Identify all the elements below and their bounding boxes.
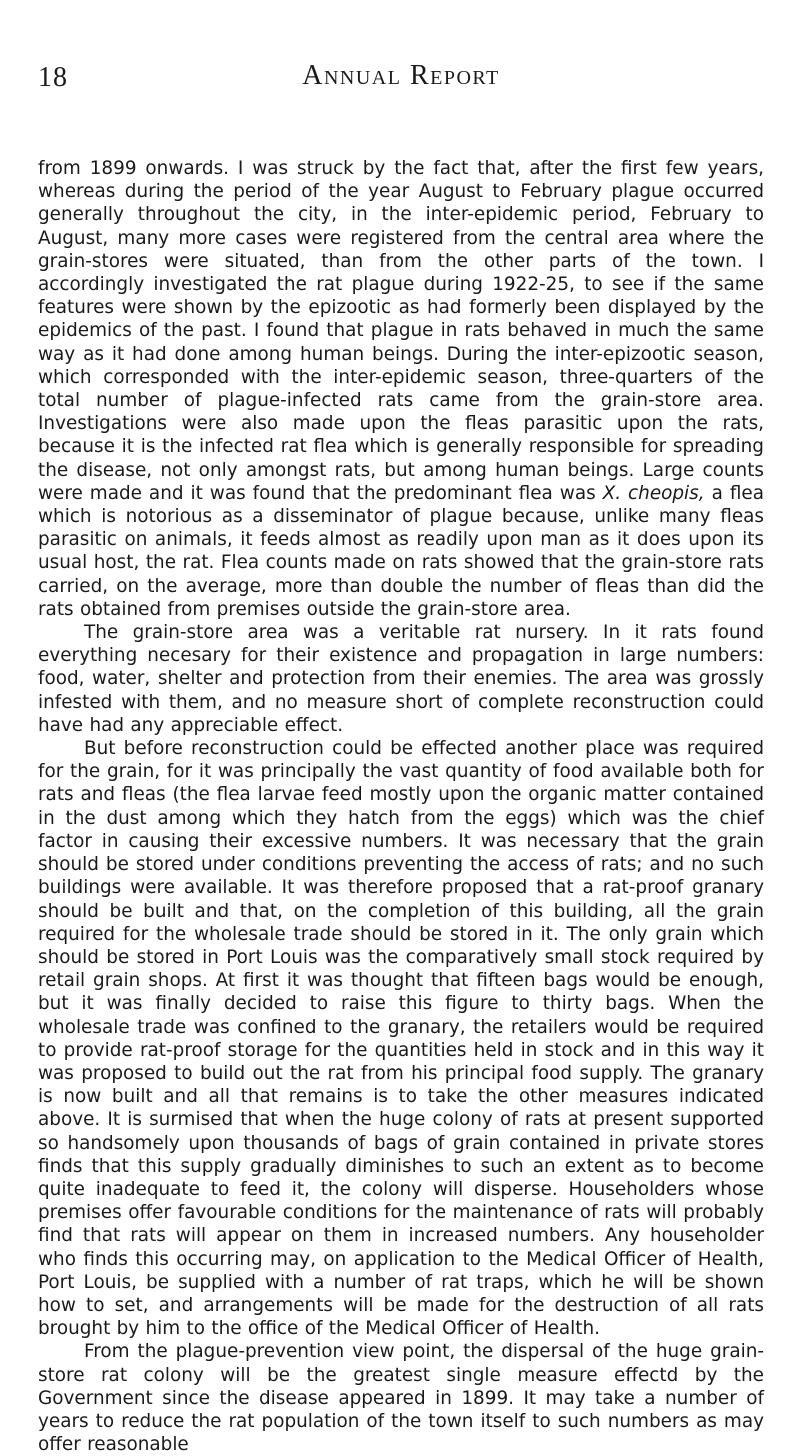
paragraph: But before reconstruction could be effected another place was required for the grain, for it was principally the vast quantity of food available both for rats and fleas (the flea larvae feed mostly upon the organic matter contained in the dust among which they hatch from the eggs) which was the chief factor in causing their excessive numbers. It was necessary that the grain should be stored under conditions preventing the access of rats; and no such buildings were available. It was therefore proposed that a rat-proof granary should be built and that, on the completion of this building, all the grain required for the wholesale trade should be stored in it. The only grain which should be stored in Port Louis was the comparatively small stock required by retail grain shops. At first it was thought that fifteen bags would be enough, but it was finally decided to raise this figure to thirty bags. When the wholesale trade was confined to the granary, the retailers would be required to provide rat-proof storage for the quantities held in stock and in this way it was proposed to build out the rat from his principal food supply. The granary is now built and all that remains is to take the other measures indicated above. It is surmised that when the huge colony of rats at present supported so handsomely upon thousands of bags of grain contained in private stores finds that this supply gradually diminishes to such an extent as to become quite inadequate to feed it, the colony will disperse. Householders whose premises offer favourable conditions for the maintenance of rats will probably find that rats will appear on them in increased numbers. Any householder who finds this occurring may, on application to the Medical Officer of Health, Port Louis, be supplied with a number of rat traps, which he will be shown how to set, and arrangements will be made for the destruction of all rats brought by him to the office of the Medical Officer of Health. bbox=[38, 738, 764, 1340]
paragraph: The grain-store area was a veritable rat nursery. In it rats found everything necesary for their existence and propagation in large numbers: food, water, shelter and protection from their enemies. The area was grossly infested with them, and no measure short of complete reconstruction could have had any appreciable effect. bbox=[38, 622, 764, 736]
running-title: Annual Report bbox=[302, 60, 500, 91]
species-name: X. cheopis, bbox=[602, 482, 705, 504]
body-text bbox=[38, 157, 764, 1456]
running-header bbox=[38, 48, 764, 104]
page-number: 18 bbox=[38, 62, 68, 93]
paragraph-text: from 1899 onwards. I was struck by the fact that, after the first few years, whereas during the period of the year August to February plague occurred generally throughout the city, in the inter-epidemic period, February to August, many more cases were registered from the central area where the grain-stores were situated, than from the other parts of the town. I accordingly investigated the rat plague during 1922-25, to see if the same features were shown by the epizootic as had formerly been displayed by the epidemics of the past. I found that plague in rats behaved in much the same way as it had done among human beings. During the inter-epizootic season, which corresponded with the inter-epidemic season, three-quarters of the total number of plague-infected rats came from the grain-store area. Investigations were also made upon the fleas parasitic upon the rats, because it is the infected rat flea which is generally responsible for spreading the disease, not only amongst rats, but among human beings. Large counts were made and it was found that the predominant flea was bbox=[38, 158, 764, 504]
paragraph-text: a flea which is notorious as a disseminator of plague because, unlike many fleas parasitic on animals, it feeds almost as readily upon man as it does upon its usual host, the rat. Flea counts made on rats showed that the grain-store rats carried, on the average, more than double the number of fleas than did the rats obtained from premises outside the grain-store area. bbox=[38, 482, 764, 620]
paragraph: From the plague-prevention view point, the dispersal of the huge grain-store rat colony will be the greatest single measure effectd by the Government since the disease appeared in 1899. It may take a number of years to reduce the rat population of the town itself to such numbers as may offer reasonable bbox=[38, 1341, 764, 1456]
paragraph bbox=[38, 157, 764, 621]
